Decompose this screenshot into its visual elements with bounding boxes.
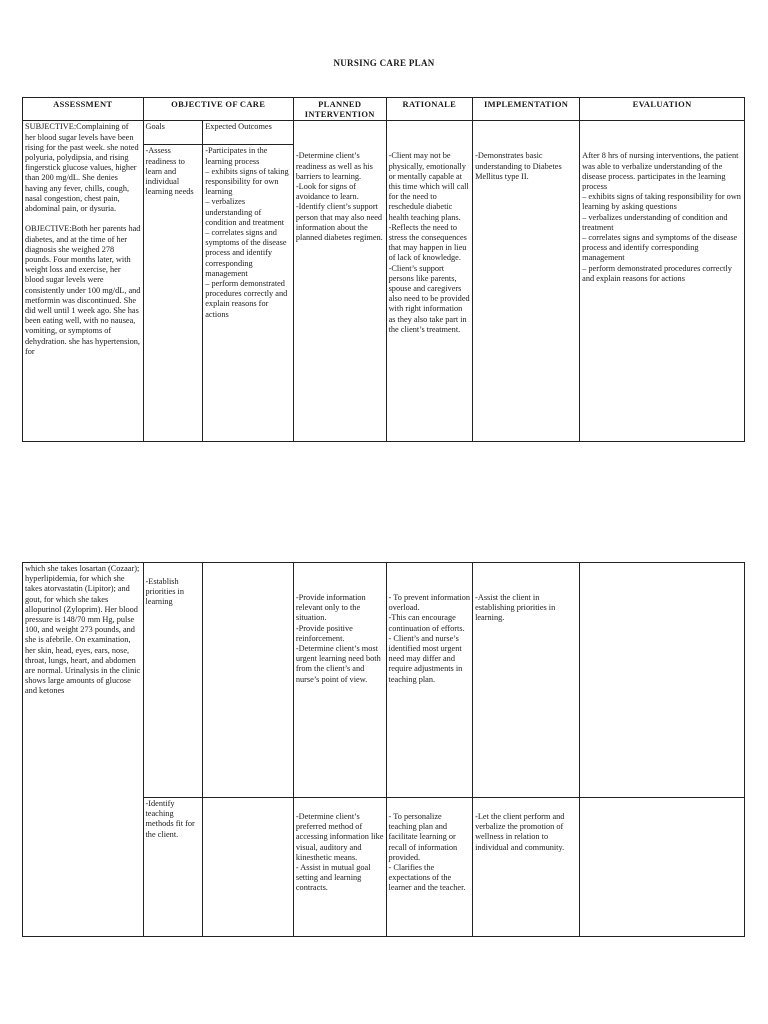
- header-implementation: IMPLEMENTATION: [473, 98, 580, 121]
- header-rationale: RATIONALE: [386, 98, 473, 121]
- header-intervention: PLANNED INTERVENTION: [293, 98, 386, 121]
- intervention-cell: -Provide information relevant only to the situation. -Provide positive reinforcement. -Determine client’s most urgent learning need both from the client’s and nurse’s point of view.: [293, 563, 386, 798]
- expected-outcomes-cell: -Participates in the learning process – exhibits signs of taking responsibility for own learning – verbalizes understanding of condition and treatment – correlates signs and symptoms of the disease process and identify corresponding management – perform demonstrated procedures correctly and explain reasons for actions: [203, 145, 294, 442]
- goal-cell: -Identify teaching methods fit for the client.: [143, 798, 203, 937]
- intervention-cell: -Determine client’s preferred method of accessing information like visual, auditory and kinesthetic means. - Assist in mutual goal setting and learning contracts.: [293, 798, 386, 937]
- implementation-cell: -Assist the client in establishing priorities in learning.: [473, 563, 580, 798]
- goal-cell: -Establish priorities in learning: [143, 563, 203, 798]
- care-plan-table-page2: [22, 562, 745, 937]
- intervention-cell: -Determine client’s readiness as well as his barriers to learning. -Look for signs of avoidance to learn. -Identify client’s support person that may also need information about the planned diabetes regimen.: [293, 121, 386, 442]
- page-title: NURSING CARE PLAN: [333, 58, 435, 68]
- rationale-cell: - To personalize teaching plan and facilitate learning or recall of information provided. - Clarifies the expectations of the learner and the teacher.: [386, 798, 473, 937]
- subheader-expected-outcomes: Expected Outcomes: [203, 121, 294, 145]
- assessment-cell-continued: which she takes losartan (Cozaar); hyperlipidemia, for which she takes atorvastatin (Lipitor); and gout, for which she takes allopurinol (Zyloprim). Her blood pressure is 148/70 mm Hg, pulse 100, and weight 273 pounds, and she is afebrile. On examination, her skin, head, eyes, ears, nose, throat, lungs, heart, and abdomen are normal. Urinalysis in the clinic shows large amounts of glucose and ketones: [23, 563, 144, 937]
- assessment-cell: SUBJECTIVE:Complaining of her blood sugar levels have been rising for the past week. she noted polyuria, polydipsia, and rising fingerstick glucose values, higher than 200 mg/dL. She denies having any fever, chills, cough, nasal congestion, chest pain, abdominal pain, or dysuria. OBJECTIVE:Both her parents had diabetes, and at the time of her diagnosis she weighed 278 pounds. Four months later, with weight loss and exercise, her blood sugar levels were consistently under 100 mg/dL, and metformin was discontinued. She did well until 1 week ago. She has been eating well, with no nausea, vomiting, or symptoms of dehydration. she has hypertension, for: [23, 121, 144, 442]
- goal-cell: -Assess readiness to learn and individual learning needs: [143, 145, 203, 442]
- expected-outcomes-cell: [203, 798, 294, 937]
- subheader-goals: Goals: [143, 121, 203, 145]
- header-objective: OBJECTIVE OF CARE: [143, 98, 293, 121]
- implementation-cell: -Let the client perform and verbalize the promotion of wellness in relation to individual and community.: [473, 798, 580, 937]
- header-evaluation: EVALUATION: [580, 98, 745, 121]
- care-plan-table-page1: [22, 97, 745, 442]
- implementation-cell: -Demonstrates basic understanding to Diabetes Mellitus type II.: [473, 121, 580, 442]
- rationale-cell: -Client may not be physically, emotionally or mentally capable at this time which will call for the need to reschedule diabetic health teaching plans. -Reflects the need to stress the consequences that may happen in lieu of lack of knowledge. -Client’s support persons like parents, spouse and caregivers also need to be provided with right information as they also take part in the client’s treatment.: [386, 121, 473, 442]
- evaluation-cell: [580, 563, 745, 798]
- expected-outcomes-cell: [203, 563, 294, 798]
- evaluation-cell: [580, 798, 745, 937]
- evaluation-cell: After 8 hrs of nursing interventions, the patient was able to verbalize understanding of the disease process. participates in the learning process – exhibits signs of taking responsibility for own learning by asking questions – verbalizes understanding of condition and treatment – correlates signs and symptoms of the disease process and identify corresponding management – perform demonstrated procedures correctly and explain reasons for actions: [580, 121, 745, 442]
- header-assessment: ASSESSMENT: [23, 98, 144, 121]
- rationale-cell: - To prevent information overload. -This can encourage continuation of efforts. - Client’s and nurse’s identified most urgent need may differ and require adjustments in teaching plan.: [386, 563, 473, 798]
